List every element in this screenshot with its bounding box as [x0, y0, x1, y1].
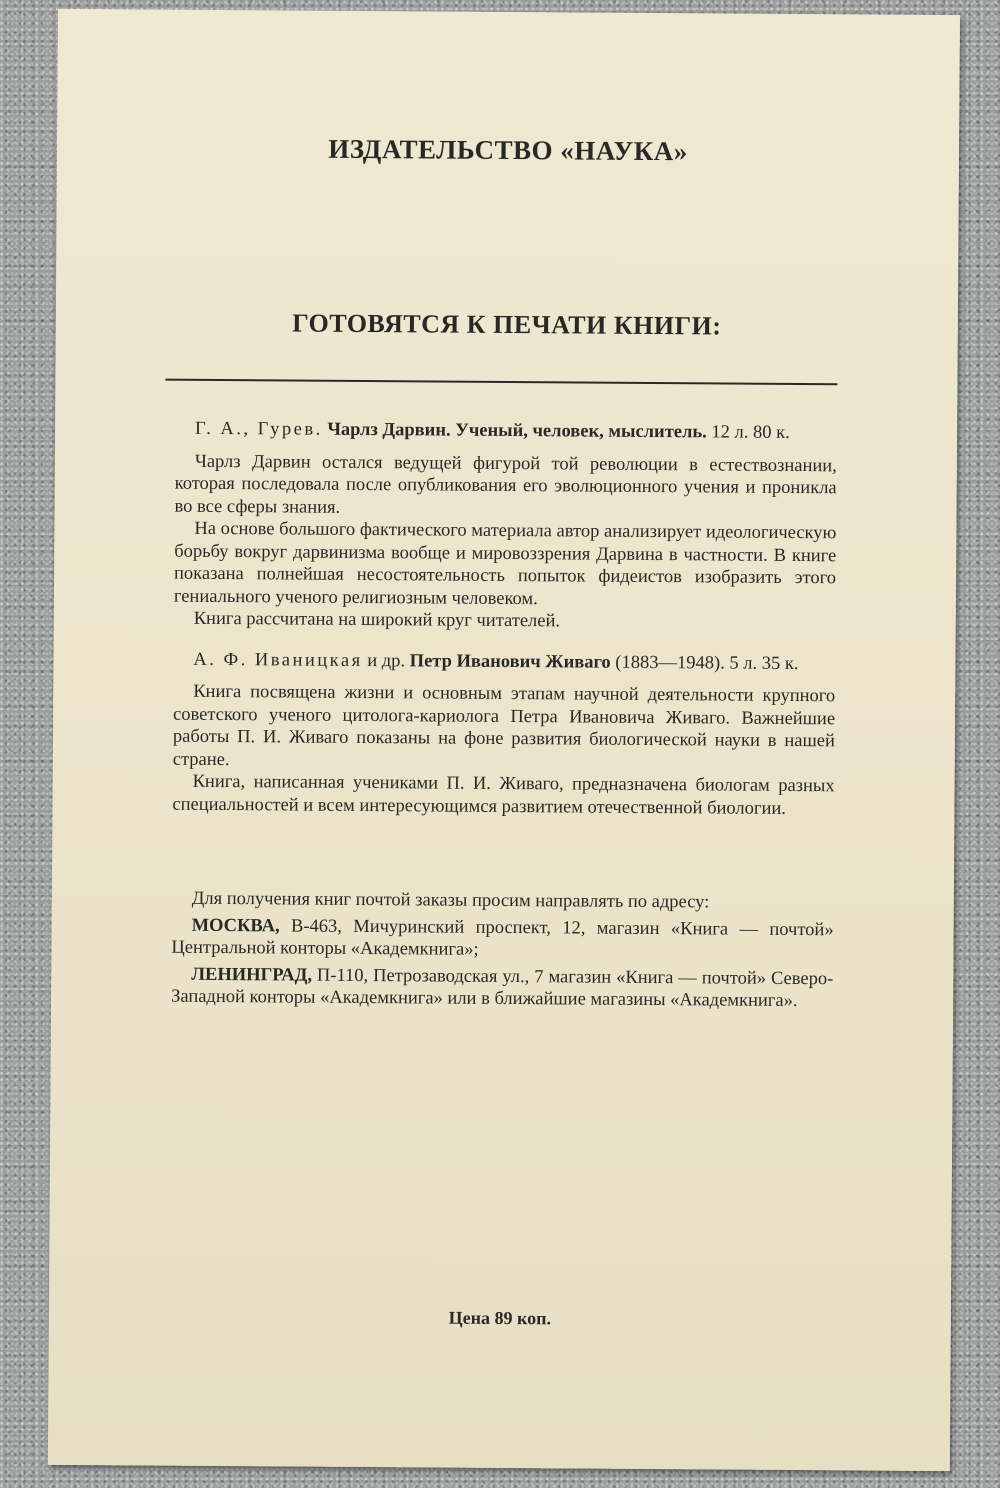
book-title: Чарлз Дарвин. Ученый, человек, мыслитель.: [327, 419, 707, 443]
address-text: В-463, Мичуринский проспект, 12, магазин «Книга — почтой» Центральной конторы «Академкнига»;: [171, 916, 834, 960]
book-heading: [173, 648, 835, 675]
book-description-paragraph: Книга посвящена жизни и основным этапам научной деятельности крупного советского ученого цитолога-кариолога Петра Ивановича Живаго. Важнейшие работы П. И. Живаго показаны на фоне развития биологической науки в нашей стране.: [172, 681, 836, 770]
order-intro: Для получения книг почтой заказы просим направлять по адресу:: [191, 888, 710, 913]
book-entry-darwin: [174, 418, 837, 635]
publisher-header: ИЗДАТЕЛЬСТВО «НАУКА»: [328, 133, 688, 167]
book-description-paragraph: Чарлз Дарвин остался ведущей фигурой той революции в естествознании, которая последовала после опубликования его эволюционного учения и проникла во все сферы знания.: [174, 451, 837, 518]
book-description-paragraph: Книга, написанная учениками П. И. Живаго, предназначена биологам разных специальностей и всем интересующимся развитием отечественной биологии.: [172, 771, 835, 819]
horizontal-divider: [165, 379, 837, 386]
address-text: П-110, Петрозаводская ул., 7 магазин «Книга — почтой» Северо-Западной конторы «Академкнига» или в ближайшие магазины «Академкнига».: [171, 965, 834, 1012]
book-details: (1883—1948). 5 л. 35 к.: [615, 652, 799, 674]
book-entry-zhivago: [172, 648, 835, 820]
order-address-leningrad: [171, 963, 833, 1013]
book-title: Петр Иванович Живаго: [409, 650, 611, 673]
order-address-moscow: [171, 914, 833, 964]
book-heading: [175, 418, 837, 445]
order-info: [171, 888, 834, 1013]
book-back-cover: [48, 9, 960, 1471]
book-author-suffix: и др.: [367, 650, 406, 671]
book-description-paragraph: На основе большого фактического материала автор анализирует идеологическую борьбу вокруг дарвинизма вообще и мировоззрения Дарвина в частности. В книге показана полнейшая несостоятельность попыток фидеистов изобразить этого гениального ученого религиозным человеком.: [173, 518, 837, 609]
price-label: Цена 89 коп.: [448, 1307, 552, 1329]
book-author: Г. А., Гурев.: [195, 418, 323, 440]
announcement-heading: ГОТОВЯТСЯ К ПЕЧАТИ КНИГИ:: [292, 308, 722, 341]
book-author: А. Ф. Иваницкая: [193, 649, 363, 671]
book-description-paragraph: Книга рассчитана на широкий круг читателей.: [193, 608, 561, 632]
address-city: МОСКВА,: [191, 915, 280, 936]
address-city: ЛЕНИНГРАД,: [191, 964, 313, 986]
book-list: [171, 418, 837, 1017]
book-details: 12 л. 80 к.: [711, 422, 790, 443]
